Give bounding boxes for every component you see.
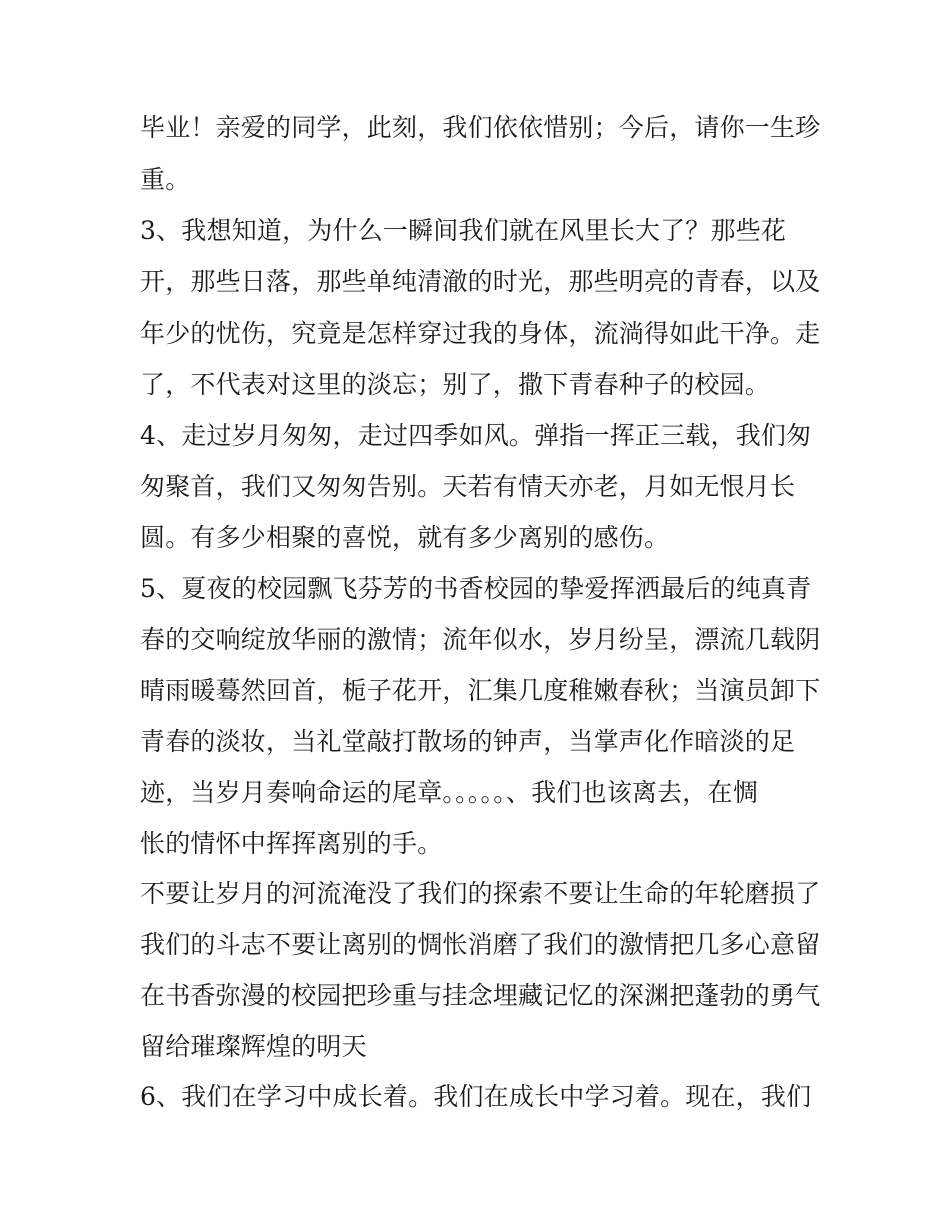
text-line: 匆聚首，我们又匆匆告别。天若有情天亦老，月如无恨月长 [140,472,796,501]
text-line: 春的交响绽放华丽的激情；流年似水，岁月纷呈，漂流几载阴 [140,625,821,654]
text-line: 开，那些日落，那些单纯清澈的时光，那些明亮的青春，以及 [140,267,821,296]
text-line: 迹，当岁月奏响命运的尾章。。。。。、我们也该离去，在惆 [140,778,758,807]
text-line: 晴雨暖蓦然回首，栀子花开，汇集几度稚嫩春秋；当演员卸下 [140,676,821,705]
text-line: 重。 [140,165,191,194]
text-line: 在书香弥漫的校园把珍重与挂念埋藏记忆的深渊把蓬勃的勇气 [140,981,821,1010]
text-line: 毕业！亲爱的同学，此刻，我们依依惜别；今后，请你一生珍 [140,113,821,142]
text-line: 6、我们在学习中成长着。我们在成长中学习着。现在，我们 [140,1082,812,1111]
text-line: 圆。有多少相聚的喜悦，就有多少离别的感伤。 [140,523,670,552]
text-line: 留给璀璨辉煌的明天 [140,1032,367,1061]
text-line: 4、走过岁月匆匆，走过四季如风。弹指一挥正三载，我们匆 [140,421,812,450]
text-line: 不要让岁月的河流淹没了我们的探索不要让生命的年轮磨损了 [140,879,821,908]
text-line: 5、夏夜的校园飘飞芬芳的书香校园的挚爱挥洒最后的纯真青 [140,574,812,603]
text-line: 3、我想知道，为什么一瞬间我们就在风里长大了？那些花 [140,216,787,245]
text-line: 年少的忧伤，究竟是怎样穿过我的身体，流淌得如此干净。走 [140,319,821,348]
text-line: 我们的斗志不要让离别的惆怅消磨了我们的激情把几多心意留 [140,930,821,959]
text-line: 青春的淡妆，当礼堂敲打散场的钟声，当掌声化作暗淡的足 [140,727,796,756]
text-line: 了，不代表对这里的淡忘；别了，撒下青春种子的校园。 [140,370,771,399]
text-line: 怅的情怀中挥挥离别的手。 [140,829,443,858]
